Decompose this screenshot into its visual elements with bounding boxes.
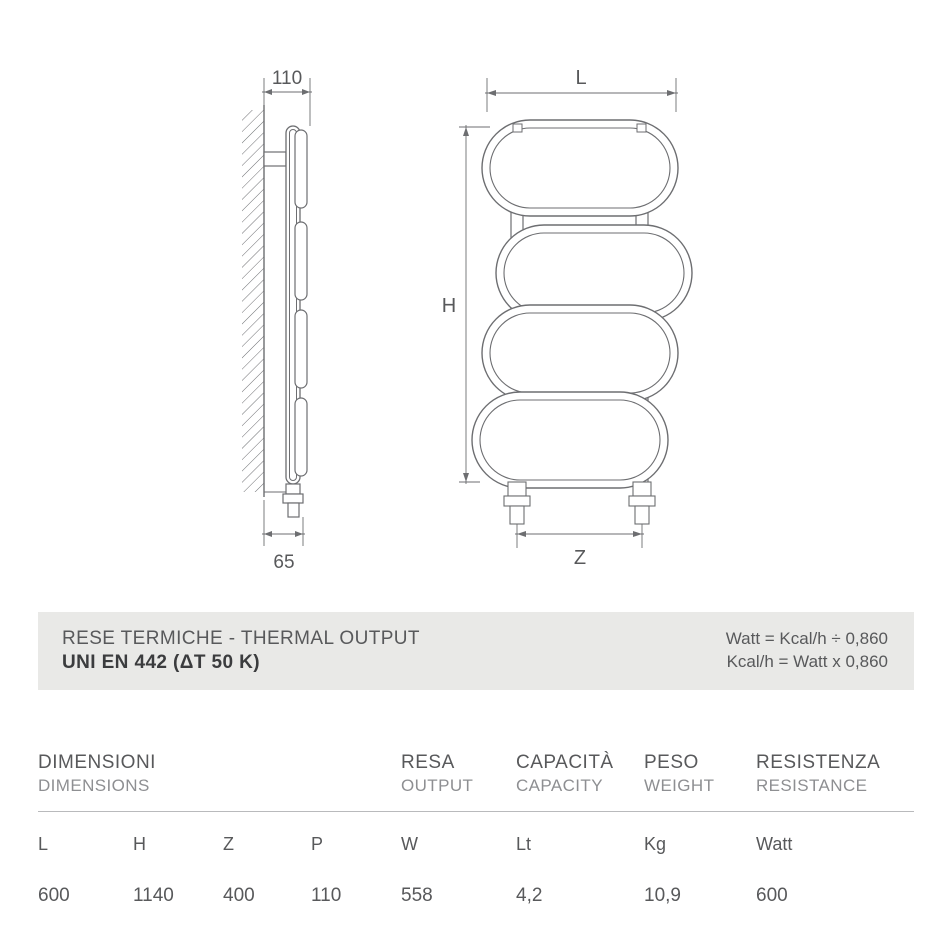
conversion-watt: Watt = Kcal/h ÷ 0,860 bbox=[725, 629, 888, 649]
header-weight-it: PESO bbox=[644, 752, 699, 773]
label-width-L: L bbox=[575, 67, 587, 89]
header-dimensions-en: DIMENSIONS bbox=[38, 775, 150, 795]
value-watt: 600 bbox=[756, 885, 788, 907]
header-output-it: RESA bbox=[401, 752, 455, 773]
side-view bbox=[242, 68, 312, 573]
banner-title-it: RESE TERMICHE - THERMAL OUTPUT bbox=[62, 627, 420, 649]
value-p: 110 bbox=[311, 885, 342, 907]
unit-kg: Kg bbox=[644, 834, 667, 855]
header-resistance bbox=[756, 752, 914, 810]
unit-z: Z bbox=[223, 834, 234, 855]
banner-title-block bbox=[62, 627, 420, 676]
value-w: 558 bbox=[401, 885, 433, 907]
label-depth-top: 110 bbox=[271, 68, 303, 89]
value-kg: 10,9 bbox=[644, 885, 681, 907]
table-row bbox=[38, 879, 914, 907]
thermal-output-banner bbox=[38, 612, 914, 690]
header-dimensions-it: DIMENSIONI bbox=[38, 752, 156, 773]
spec-table-wrap bbox=[38, 752, 914, 907]
label-depth-bottom: 65 bbox=[273, 552, 295, 573]
unit-w: W bbox=[401, 834, 418, 855]
table-units-row bbox=[38, 812, 914, 880]
unit-l: L bbox=[38, 834, 49, 855]
front-view bbox=[442, 67, 692, 569]
unit-lt: Lt bbox=[516, 834, 532, 855]
header-resistance-it: RESISTENZA bbox=[756, 752, 881, 773]
header-capacity-en: CAPACITY bbox=[516, 775, 603, 795]
spec-table bbox=[38, 752, 914, 907]
header-dimensions bbox=[38, 752, 401, 810]
label-z: Z bbox=[573, 547, 587, 569]
header-resistance-en: RESISTANCE bbox=[756, 775, 868, 795]
table-header-row bbox=[38, 752, 914, 810]
value-z: 400 bbox=[223, 885, 255, 907]
value-l: 600 bbox=[38, 885, 70, 907]
value-lt: 4,2 bbox=[516, 885, 543, 907]
banner-standard: UNI EN 442 (ΔT 50 K) bbox=[62, 652, 260, 673]
header-capacity-it: CAPACITÀ bbox=[516, 752, 614, 773]
header-output bbox=[401, 752, 516, 810]
header-capacity bbox=[516, 752, 644, 810]
label-height-H: H bbox=[441, 295, 457, 317]
header-weight bbox=[644, 752, 756, 810]
unit-h: H bbox=[133, 834, 146, 855]
header-output-en: OUTPUT bbox=[401, 775, 474, 795]
value-h: 1140 bbox=[133, 885, 174, 907]
unit-watt: Watt bbox=[756, 834, 793, 855]
unit-p: P bbox=[311, 834, 324, 855]
conversion-kcal: Kcal/h = Watt x 0,860 bbox=[726, 652, 888, 671]
header-weight-en: WEIGHT bbox=[644, 775, 715, 795]
banner-conversion-block bbox=[726, 628, 888, 674]
